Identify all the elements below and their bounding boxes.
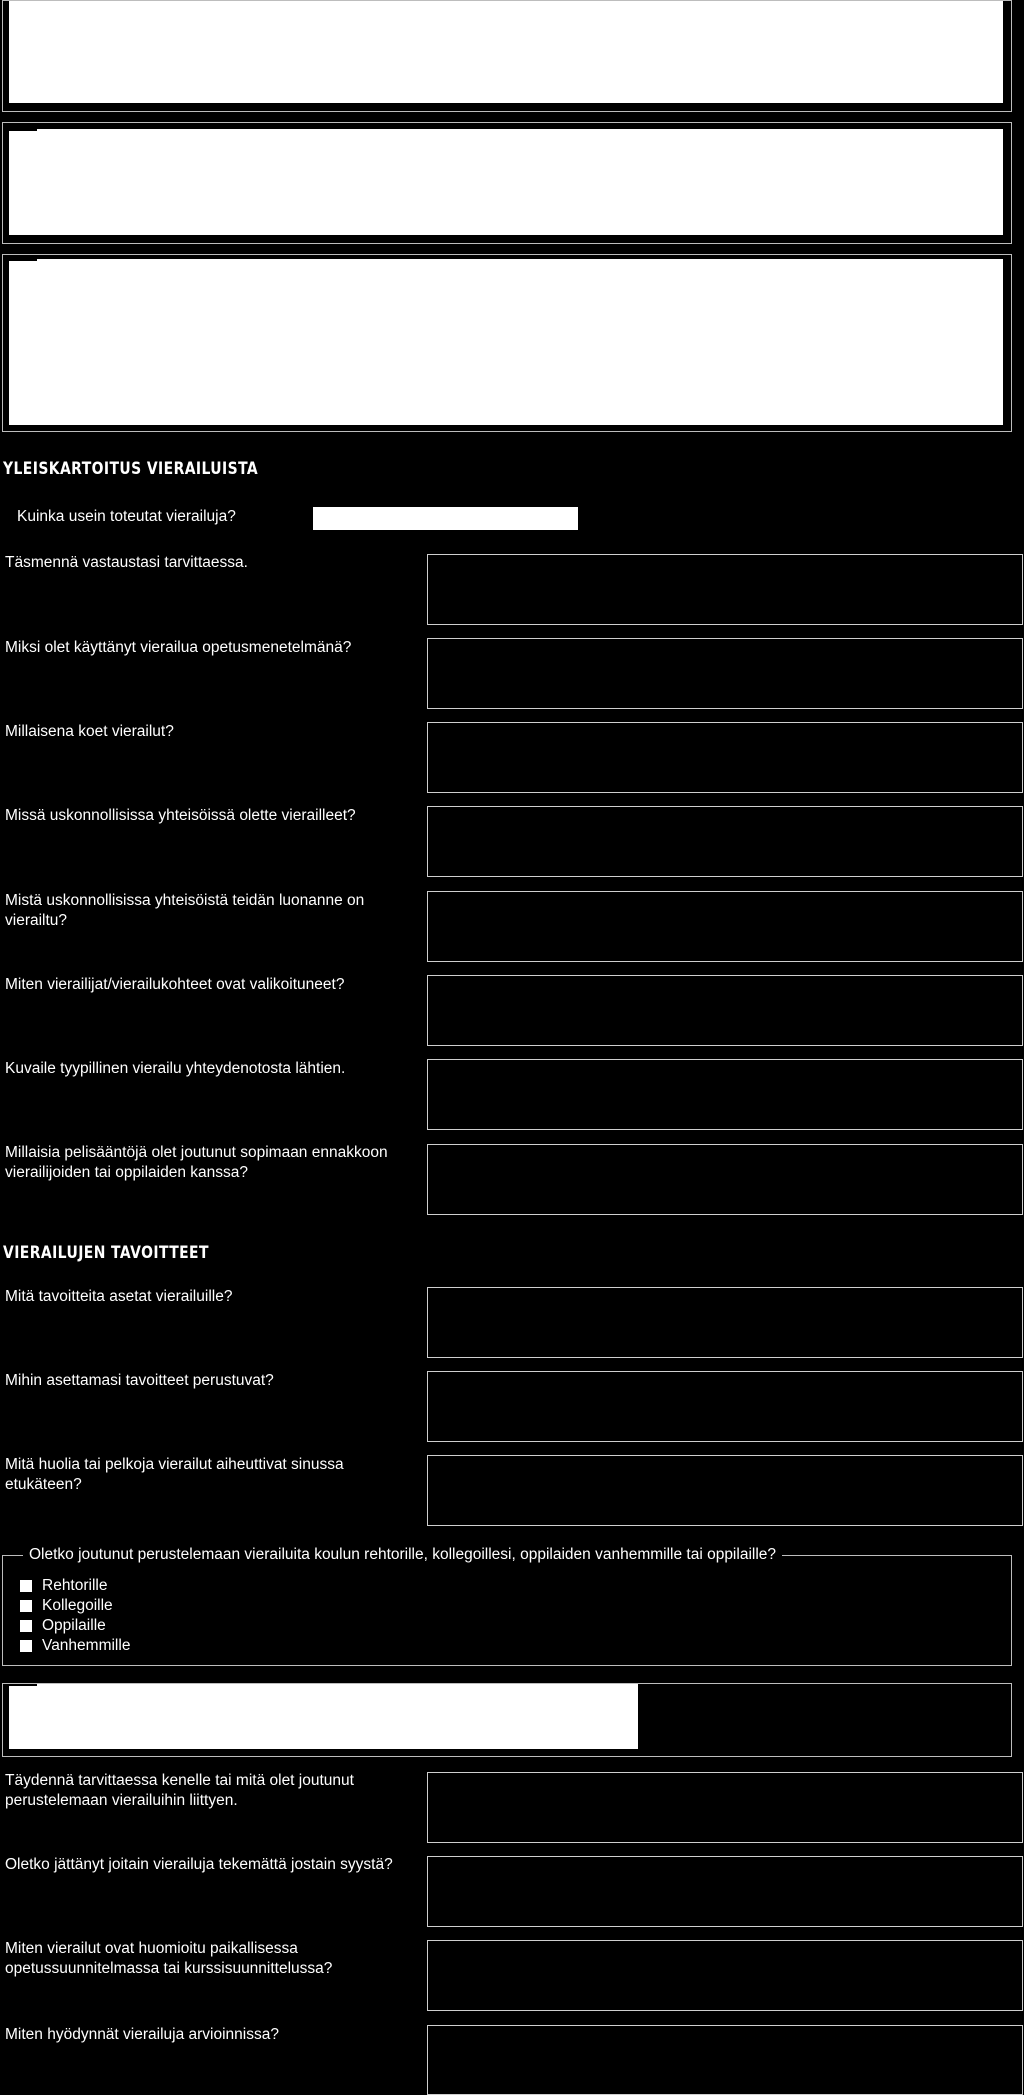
checkbox-icon[interactable] [20, 1620, 32, 1632]
panel-tick [9, 259, 37, 261]
panel-tick [9, 129, 37, 131]
top-panel-1-area[interactable] [9, 1, 1003, 103]
answer-field[interactable] [427, 1059, 1023, 1130]
question-label: Mitä huolia tai pelkoja vierailut aiheuttivat sinussa etukäteen? [5, 1456, 344, 1493]
checkbox-option-vanhemmille[interactable] [20, 1636, 130, 1656]
answer-field[interactable] [427, 1455, 1023, 1526]
question-label: Mistä uskonnollisissa yhteisöistä teidän luonanne on vierailtu? [5, 892, 365, 929]
section-title-goals: VIERAILUJEN TAVOITTEET [3, 1243, 209, 1263]
checkbox-icon[interactable] [20, 1580, 32, 1592]
checkbox-label: Vanhemmille [42, 1637, 131, 1654]
checkbox-icon[interactable] [20, 1600, 32, 1612]
top-panel-3 [2, 254, 1012, 432]
question-label: Miten hyödynnät vierailuja arvioinnissa? [5, 2026, 279, 2043]
frequency-question: Kuinka usein toteutat vierailuja? [17, 508, 236, 525]
justify-options [20, 1576, 130, 1656]
frequency-select[interactable] [313, 507, 578, 530]
question-label: Täsmennä vastaustasi tarvittaessa. [5, 554, 248, 571]
question-label: Miten vierailijat/vierailukohteet ovat valikoituneet? [5, 976, 345, 993]
question-label: Miksi olet käyttänyt vierailua opetusmenetelmänä? [5, 639, 352, 656]
question-label: Millaisena koet vierailut? [5, 723, 174, 740]
section-title-general: YLEISKARTOITUS VIERAILUISTA [3, 459, 259, 479]
top-panel-2 [2, 122, 1012, 244]
answer-field[interactable] [427, 638, 1023, 709]
justify-fieldset [2, 1546, 1012, 1666]
checkbox-option-rehtorille[interactable] [20, 1576, 130, 1596]
answer-field[interactable] [427, 722, 1023, 793]
answer-field[interactable] [427, 975, 1023, 1046]
justify-legend: Oletko joutunut perustelemaan vierailuita koulun rehtorille, kollegoillesi, oppilaiden vanhemmille tai oppilaille? [23, 1545, 782, 1565]
panel-tick [9, 1684, 37, 1686]
checkbox-label: Oppilaille [42, 1617, 106, 1634]
question-label: Täydennä tarvittaessa kenelle tai mitä olet joutunut perustelemaan vierailuihin liittyen. [5, 1772, 354, 1809]
extra-panel [2, 1683, 1012, 1757]
checkbox-label: Rehtorille [42, 1577, 108, 1594]
top-panel-3-area[interactable] [9, 259, 1003, 425]
answer-field[interactable] [427, 554, 1023, 625]
top-panel-2-area[interactable] [9, 129, 1003, 235]
answer-field[interactable] [427, 1940, 1023, 2011]
question-label: Kuvaile tyypillinen vierailu yhteydenotosta lähtien. [5, 1060, 346, 1077]
answer-field[interactable] [427, 1371, 1023, 1442]
question-label: Oletko jättänyt joitain vierailuja tekemättä jostain syystä? [5, 1856, 393, 1873]
answer-field[interactable] [427, 2025, 1023, 2095]
answer-field[interactable] [427, 1772, 1023, 1843]
question-label: Miten vierailut ovat huomioitu paikallisessa opetussuunnitelmassa tai kurssisuunnittelussa? [5, 1940, 333, 1977]
answer-field[interactable] [427, 891, 1023, 962]
answer-field[interactable] [427, 1856, 1023, 1927]
checkbox-label: Kollegoille [42, 1597, 113, 1614]
question-label: Millaisia pelisääntöjä olet joutunut sopimaan ennakkoon vierailijoiden tai oppilaiden kanssa? [5, 1144, 388, 1181]
top-panel-1 [2, 0, 1012, 112]
extra-panel-area[interactable] [9, 1684, 638, 1749]
answer-field[interactable] [427, 806, 1023, 877]
question-label: Mihin asettamasi tavoitteet perustuvat? [5, 1372, 274, 1389]
answer-field[interactable] [427, 1287, 1023, 1358]
question-label: Mitä tavoitteita asetat vierailuille? [5, 1288, 233, 1305]
checkbox-option-oppilaille[interactable] [20, 1616, 130, 1636]
answer-field[interactable] [427, 1144, 1023, 1215]
question-label: Missä uskonnollisissa yhteisöissä olette vierailleet? [5, 807, 356, 824]
checkbox-icon[interactable] [20, 1640, 32, 1652]
checkbox-option-kollegoille[interactable] [20, 1596, 130, 1616]
